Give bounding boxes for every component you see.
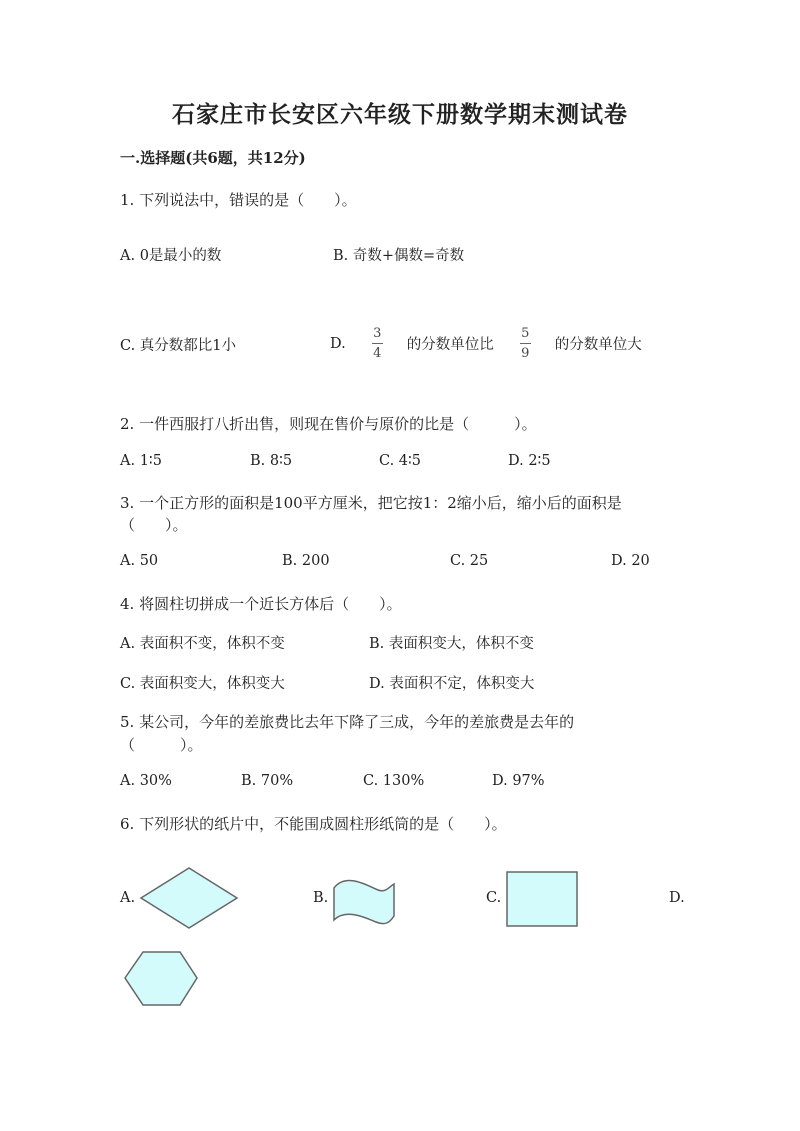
- fraction-numerator: 3: [373, 326, 382, 341]
- option-d-end-text: 的分数单位大: [554, 337, 642, 353]
- question-3-option-d[interactable]: D. 20: [611, 553, 650, 569]
- wave-sheet-shape[interactable]: [334, 881, 394, 924]
- question-1-option-a[interactable]: A. 0是最小的数: [120, 248, 222, 264]
- question-4-option-b[interactable]: B. 表面积变大，体积不变: [369, 636, 534, 652]
- question-5-stem-line2: （ ）。: [120, 736, 203, 754]
- fraction-denominator: 9: [521, 346, 530, 361]
- question-3-option-b[interactable]: B. 200: [282, 553, 330, 569]
- question-3-stem-line1: 3. 一个正方形的面积是100平方厘米，把它按1：2缩小后，缩小后的面积是: [120, 494, 622, 512]
- question-4-option-c[interactable]: C. 表面积变大，体积变大: [120, 676, 285, 692]
- question-6-stem: 6. 下列形状的纸片中，不能围成圆柱形纸筒的是（ ）。: [120, 815, 507, 833]
- question-4-option-d[interactable]: D. 表面积不定，体积变大: [369, 676, 535, 692]
- question-4-option-a[interactable]: A. 表面积不变，体积不变: [120, 636, 285, 652]
- question-1-stem: 1. 下列说法中，错误的是（ ）。: [120, 191, 357, 209]
- question-3-stem-line2: （ ）。: [120, 516, 188, 534]
- question-1-option-c[interactable]: C. 真分数都比1小: [120, 338, 237, 354]
- question-2-option-a[interactable]: A. 1∶5: [120, 453, 162, 469]
- question-5-stem-line1: 5. 某公司，今年的差旅费比去年下降了三成，今年的差旅费是去年的: [120, 713, 575, 731]
- question-6-option-b-label[interactable]: B.: [313, 890, 329, 906]
- question-3-option-a[interactable]: A. 50: [120, 553, 159, 569]
- rectangle-shape[interactable]: [507, 872, 577, 926]
- option-d-middle-text: 的分数单位比: [406, 337, 494, 353]
- question-5-option-b[interactable]: B. 70%: [241, 773, 294, 789]
- question-6-option-d-label[interactable]: D.: [669, 890, 685, 906]
- question-2-stem: 2. 一件西服打八折出售，则现在售价与原价的比是（ ）。: [120, 415, 537, 433]
- fraction-numerator: 5: [521, 326, 530, 341]
- question-1-option-b[interactable]: B. 奇数+偶数=奇数: [333, 248, 465, 264]
- hexagon-shape[interactable]: [125, 952, 197, 1005]
- question-2-option-c[interactable]: C. 4∶5: [379, 453, 422, 469]
- question-5-option-d[interactable]: D. 97%: [492, 773, 545, 789]
- fraction-denominator: 4: [373, 346, 382, 361]
- question-5-option-a[interactable]: A. 30%: [120, 773, 172, 789]
- question-2-option-b[interactable]: B. 8∶5: [250, 453, 293, 469]
- rhombus-shape[interactable]: [141, 868, 237, 928]
- question-5-option-c[interactable]: C. 130%: [363, 773, 425, 789]
- section-heading: 一.选择题(共6题，共12分): [120, 149, 306, 167]
- question-4-stem: 4. 将圆柱切拼成一个近长方体后（ ）。: [120, 595, 402, 613]
- question-6-option-a-label[interactable]: A.: [120, 890, 136, 906]
- question-3-option-c[interactable]: C. 25: [450, 553, 489, 569]
- option-d-label: D.: [330, 335, 346, 352]
- question-2-option-d[interactable]: D. 2∶5: [508, 453, 551, 469]
- question-6-option-c-label[interactable]: C.: [486, 890, 502, 906]
- page-title: 石家庄市长安区六年级下册数学期末测试卷: [172, 101, 628, 128]
